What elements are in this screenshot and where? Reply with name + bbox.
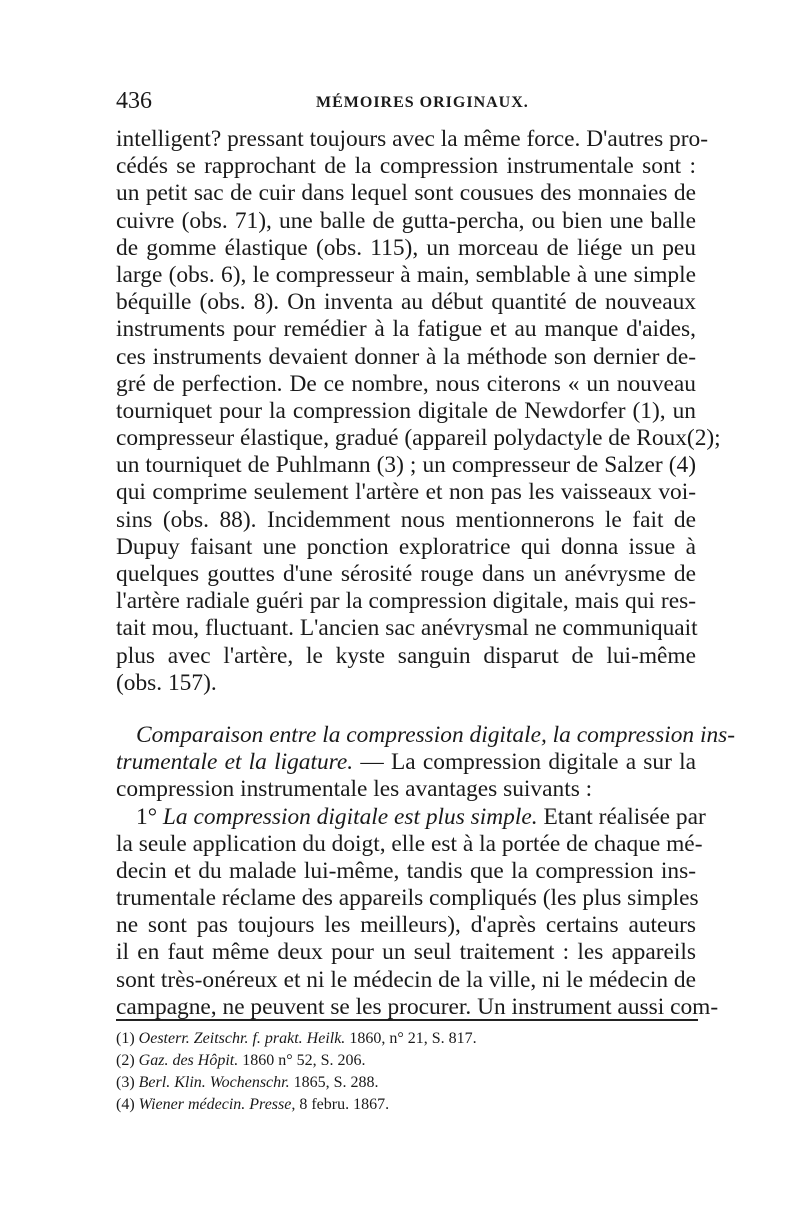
text-line: large (obs. 6), le compresseur à main, semblable à une simple [116,261,696,288]
footnote [116,1050,696,1072]
text-line: trumentale réclame des appareils compliqués (les plus simples [116,885,699,912]
text-line [116,803,706,831]
text-line: cuivre (obs. 71), une balle de gutta-percha, ou bien une balle [116,207,696,234]
footnote-source: Oesterr. Zeitschr. f. prakt. Heilk. [138,1030,346,1047]
text-run: — La compression digitale a sur la [353,749,696,776]
text-line: ces instruments devaient donner à la méthode son dernier de- [116,343,696,370]
text-line: gré de perfection. De ce nombre, nous citerons « un nouveau [116,370,696,397]
item-number: 1° [136,803,163,830]
paragraph-1 [116,126,721,697]
text-line: un petit sac de cuir dans lequel sont cousues des monnaies de [116,180,696,207]
footnotes [116,1028,696,1116]
text-line: il en faut même deux pour un seul traitement : les appareils [116,939,696,966]
text-line: tait mou, fluctuant. L'ancien sac anévrysmal ne communiquait [116,615,698,642]
footnote-source: Berl. Klin. Wochenschr. [138,1074,290,1091]
footnote-number: (2) [116,1052,139,1069]
section-heading-cont: trumentale et la ligature. [116,749,354,776]
text-line: compression instrumentale les avantages suivants : [116,776,593,803]
running-title: MÉMOIRES ORIGINAUX. [316,94,529,111]
footnote-source: Gaz. des Hôpit. [138,1052,239,1069]
footnote-detail: 1860, n° 21, S. 817. [345,1030,477,1047]
footnote [116,1072,696,1094]
text-line: l'artère radiale guéri par la compression digitale, mais qui res- [116,588,696,615]
text-line: intelligent? pressant toujours avec la même force. D'autres pro- [116,126,709,152]
text-line: ne sont pas toujours les meilleurs), d'après certains auteurs [116,912,696,939]
footnote-number: (4) [116,1096,139,1113]
footnote [116,1094,696,1116]
footnote-divider [116,1019,698,1021]
text-line: de gomme élastique (obs. 115), un morceau de liége un peu [116,234,696,261]
text-line [116,749,696,776]
text-line: (obs. 157). [116,669,217,696]
page-header [116,88,696,122]
text-line: tourniquet pour la compression digitale de Newdorfer (1), un [116,397,696,424]
text-line: Dupuy faisant une ponction exploratrice qui donna issue à [116,533,696,560]
paragraph-spacer [116,697,696,722]
text-line: sins (obs. 88). Incidemment nous mentionnerons le fait de [116,506,696,533]
footnote-number: (1) [116,1030,139,1047]
text-line: sont très-onéreux et ni le médecin de la ville, ni le médecin de [116,966,697,993]
item-heading: La compression digitale est plus simple. [162,803,538,830]
footnote-number: (3) [116,1074,139,1091]
page-number: 436 [116,88,152,114]
text-line: béquille (obs. 8). On inventa au début quantité de nouveaux [116,289,696,316]
section-heading: Comparaison entre la compression digitale, la compression ins- [136,721,736,748]
text-line: qui comprime seulement l'artère et non pas les vaisseaux voi- [116,479,696,506]
paragraph-3 [116,803,719,1022]
body-text [116,126,736,1021]
text-line: compresseur élastique, gradué (appareil polydactyle de Roux(2); [116,425,721,452]
footnote-detail: 1865, S. 288. [289,1074,379,1091]
footnote-detail: 1860 n° 52, S. 206. [238,1052,366,1069]
footnote-source: Wiener médecin. Presse, [138,1096,296,1113]
text-line: un tourniquet de Puhlmann (3) ; un compresseur de Salzer (4) [116,452,696,479]
text-line: la seule application du doigt, elle est à la portée de chaque mé- [116,830,703,857]
text-line [116,721,736,749]
footnote-detail: 8 febru. 1867. [295,1096,390,1113]
text-line: cédés se rapprochant de la compression instrumentale sont : [116,153,696,180]
text-line: decin et du malade lui-même, tandis que la compression ins- [116,857,696,884]
text-line: campagne, ne peuvent se les procurer. Un instrument aussi com- [116,993,719,1020]
text-run: Etant réalisée par [537,803,706,830]
text-line: instruments pour remédier à la fatigue et au manque d'aides, [116,316,696,343]
text-line: plus avec l'artère, le kyste sanguin disparut de lui-même [116,642,696,669]
footnote [116,1028,696,1050]
paragraph-2 [116,721,736,804]
text-line: quelques gouttes d'une sérosité rouge dans un anévrysme de [116,561,696,587]
